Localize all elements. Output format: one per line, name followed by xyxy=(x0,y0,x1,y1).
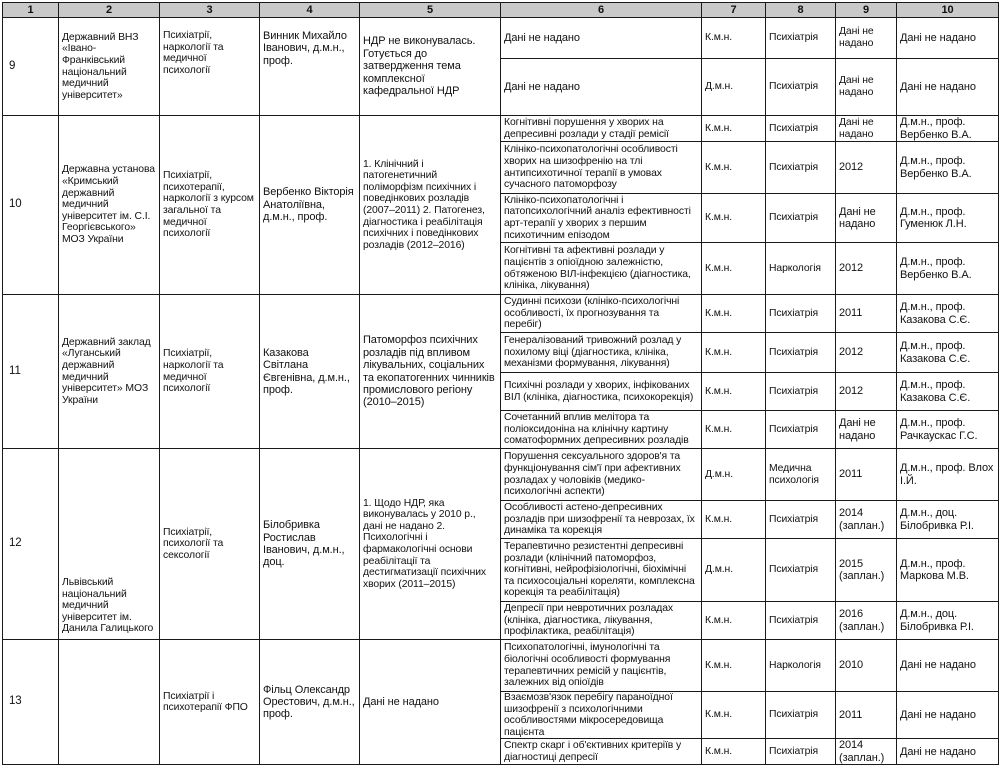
topic-cell: Дані не надано xyxy=(501,18,702,59)
topic-cell: Взаємозв'язок перебігу параноїдної шизофренії з психологічними особливостями мікросередовища пацієнта xyxy=(501,692,702,739)
topic-cell: Когнітивні та афективні розлади у пацієнтів з опіоїдною залежністю, обтяженою ВІЛ-інфекцією (діагностика, клініка, лікування) xyxy=(501,243,702,295)
group-number: 12 xyxy=(3,449,59,640)
topic-cell: Сочетанний вплив меліторa та поліоксидоніна на клінічну картину соматоформних депресивних розладів xyxy=(501,411,702,449)
table-row xyxy=(3,116,999,142)
department-cell: Психіатрії, психології та сексології xyxy=(160,449,260,640)
institution-cell: Державна установа «Кримський державний медичний університет ім. С.І. Георгієвського» МОЗ України xyxy=(59,116,160,295)
table-row xyxy=(3,449,999,501)
specialty-cell: Психіатрія xyxy=(766,501,836,539)
degree-cell: К.м.н. xyxy=(702,18,766,59)
specialty-cell: Психіатрія xyxy=(766,142,836,194)
head-cell: Казакова Світлана Євгенівна, д.м.н., проф. xyxy=(260,295,360,449)
degree-cell: К.м.н. xyxy=(702,739,766,765)
head-cell: Білобривка Ростислав Іванович, д.м.н., доц. xyxy=(260,449,360,640)
head-cell: Винник Михайло Іванович, д.м.н., проф. xyxy=(260,18,360,116)
research-cell: Патоморфоз психічних розладів під впливом лікувальних, соціальних та екопатогенних чинників промислового регіону (2010–2015) xyxy=(360,295,501,449)
degree-cell: К.м.н. xyxy=(702,116,766,142)
research-cell: НДР не виконувалась. Готується до затвердження тема комплексної кафедральної НДР xyxy=(360,18,501,116)
topic-cell: Терапевтично резистентні депресивні розлади (клінічний патоморфоз, когнітивні, нейрофізіологічні, біохімічні та психосоціальні кореляти, комплексна корекція та реабілітація) xyxy=(501,539,702,602)
specialty-cell: Психіатрія xyxy=(766,18,836,59)
specialty-cell: Психіатрія xyxy=(766,59,836,116)
year-cell: 2016 (заплан.) xyxy=(836,602,897,640)
institution-cell: Державний ВНЗ «Івано-Франківський національний медичний університет» xyxy=(59,18,160,116)
supervisor-cell: Дані не надано xyxy=(897,692,999,739)
year-cell: 2011 xyxy=(836,692,897,739)
specialty-cell: Наркологія xyxy=(766,243,836,295)
column-header: 8 xyxy=(766,3,836,18)
specialty-cell: Наркологія xyxy=(766,640,836,692)
specialty-cell: Психіатрія xyxy=(766,194,836,243)
institution-cell: Львівський національний медичний університет ім. Данила Галицького xyxy=(59,449,160,640)
group-number: 10 xyxy=(3,116,59,295)
degree-cell: К.м.н. xyxy=(702,501,766,539)
degree-cell: К.м.н. xyxy=(702,411,766,449)
research-cell: 1. Клінічний і патогенетичний поліморфізм психічних і поведінкових розладів (2007–2011) 2. Патогенез, діагностика і реабілітація психічних і поведінкових розладів (2012–2016) xyxy=(360,116,501,295)
topic-cell: Депресії при невротичних розладах (клініка, діагностика, лікування, профілактика, реабілітація) xyxy=(501,602,702,640)
degree-cell: Д.м.н. xyxy=(702,59,766,116)
topic-cell: Генералізований тривожний розлад у похилому віці (діагностика, клініка, механізми формування, лікування) xyxy=(501,333,702,373)
column-header: 5 xyxy=(360,3,501,18)
head-cell: Фільц Олександр Орестович, д.м.н., проф. xyxy=(260,640,360,765)
department-cell: Психіатрії, наркології та медичної психології xyxy=(160,18,260,116)
topic-cell: Судинні психози (клініко-психологічні особливості, їх прогнозування та перебіг) xyxy=(501,295,702,333)
specialty-cell: Психіатрія xyxy=(766,739,836,765)
specialty-cell: Психіатрія xyxy=(766,539,836,602)
supervisor-cell: Дані не надано xyxy=(897,18,999,59)
year-cell: Дані не надано xyxy=(836,116,897,142)
department-cell: Психіатрії, наркології та медичної психології xyxy=(160,295,260,449)
topic-cell: Когнітивні порушення у хворих на депресивні розлади у стадії ремісії xyxy=(501,116,702,142)
year-cell: 2012 xyxy=(836,142,897,194)
column-header: 1 xyxy=(3,3,59,18)
column-header: 3 xyxy=(160,3,260,18)
degree-cell: К.м.н. xyxy=(702,295,766,333)
supervisor-cell: Д.м.н., проф. Казакова С.Є. xyxy=(897,295,999,333)
year-cell: Дані не надано xyxy=(836,411,897,449)
table-row xyxy=(3,295,999,333)
year-cell: 2014 (заплан.) xyxy=(836,501,897,539)
specialty-cell: Психіатрія xyxy=(766,411,836,449)
topic-cell: Спектр скарг і об'єктивних критеріїв у діагностиці депресії xyxy=(501,739,702,765)
topic-cell: Дані не надано xyxy=(501,59,702,116)
supervisor-cell: Д.м.н., проф. Влох І.Й. xyxy=(897,449,999,501)
supervisor-cell: Дані не надано xyxy=(897,59,999,116)
specialty-cell: Медична психологія xyxy=(766,449,836,501)
degree-cell: Д.м.н. xyxy=(702,449,766,501)
department-cell: Психіатрії, психотерапії, наркології з курсом загальної та медичної психології xyxy=(160,116,260,295)
institution-cell: Державний заклад «Луганський державний медичний університет» МОЗ України xyxy=(59,295,160,449)
supervisor-cell: Д.м.н., проф. Вербенко В.А. xyxy=(897,142,999,194)
supervisor-cell: Дані не надано xyxy=(897,739,999,765)
degree-cell: К.м.н. xyxy=(702,243,766,295)
year-cell: Дані не надано xyxy=(836,194,897,243)
research-table xyxy=(2,2,999,765)
table-row xyxy=(3,18,999,59)
degree-cell: К.м.н. xyxy=(702,692,766,739)
topic-cell: Особливості астено-депресивних розладів при шизофренії та неврозах, їх динаміка та корекція xyxy=(501,501,702,539)
degree-cell: Д.м.н. xyxy=(702,539,766,602)
specialty-cell: Психіатрія xyxy=(766,373,836,411)
supervisor-cell: Д.м.н., доц. Білобривка Р.І. xyxy=(897,602,999,640)
topic-cell: Психопатологічні, імунологічні та біологічні особливості формування терапевтичних ремісій у пацієнтів, залежних від опіоїдів xyxy=(501,640,702,692)
degree-cell: К.м.н. xyxy=(702,373,766,411)
supervisor-cell: Д.м.н., проф. Вербенко В.А. xyxy=(897,243,999,295)
specialty-cell: Психіатрія xyxy=(766,295,836,333)
column-header: 7 xyxy=(702,3,766,18)
specialty-cell: Психіатрія xyxy=(766,692,836,739)
column-header: 6 xyxy=(501,3,702,18)
topic-cell: Клініко-психопатологічні особливості хворих на шизофренію на тлі антипсихотичної терапії в умовах сучасного патоморфозу xyxy=(501,142,702,194)
head-cell: Вербенко Вікторія Анатоліївна, д.м.н., проф. xyxy=(260,116,360,295)
column-header: 2 xyxy=(59,3,160,18)
supervisor-cell: Д.м.н., проф. Казакова С.Є. xyxy=(897,333,999,373)
degree-cell: К.м.н. xyxy=(702,602,766,640)
group-number: 13 xyxy=(3,640,59,765)
year-cell: Дані не надано xyxy=(836,59,897,116)
year-cell: 2010 xyxy=(836,640,897,692)
column-header: 9 xyxy=(836,3,897,18)
group-number: 9 xyxy=(3,18,59,116)
year-cell: 2011 xyxy=(836,449,897,501)
supervisor-cell: Д.м.н., проф. Гуменюк Л.Н. xyxy=(897,194,999,243)
topic-cell: Порушення сексуального здоров'я та функціонування сім'ї при афективних розладах у чоловіків (медико-психологічні аспекти) xyxy=(501,449,702,501)
supervisor-cell: Дані не надано xyxy=(897,640,999,692)
column-header: 10 xyxy=(897,3,999,18)
supervisor-cell: Д.м.н., проф. Рачкаускас Г.С. xyxy=(897,411,999,449)
department-cell: Психіатрії і психотерапії ФПО xyxy=(160,640,260,765)
year-cell: 2012 xyxy=(836,243,897,295)
specialty-cell: Психіатрія xyxy=(766,602,836,640)
supervisor-cell: Д.м.н., проф. Маркова М.В. xyxy=(897,539,999,602)
year-cell: 2011 xyxy=(836,295,897,333)
year-cell: 2012 xyxy=(836,373,897,411)
header-row xyxy=(3,3,999,18)
degree-cell: К.м.н. xyxy=(702,142,766,194)
supervisor-cell: Д.м.н., проф. Вербенко В.А. xyxy=(897,116,999,142)
year-cell: 2014 (заплан.) xyxy=(836,739,897,765)
topic-cell: Клініко-психопатологічні і патопсихологічний аналіз ефективності арт-терапії у хворих з першим психотичним епізодом xyxy=(501,194,702,243)
topic-cell: Психічні розлади у хворих, інфікованих ВІЛ (клініка, діагностика, психокорекція) xyxy=(501,373,702,411)
group-number: 11 xyxy=(3,295,59,449)
table-row xyxy=(3,640,999,692)
supervisor-cell: Д.м.н., проф. Казакова С.Є. xyxy=(897,373,999,411)
degree-cell: К.м.н. xyxy=(702,194,766,243)
institution-cell xyxy=(59,640,160,765)
degree-cell: К.м.н. xyxy=(702,333,766,373)
year-cell: 2015 (заплан.) xyxy=(836,539,897,602)
degree-cell: К.м.н. xyxy=(702,640,766,692)
column-header: 4 xyxy=(260,3,360,18)
supervisor-cell: Д.м.н., доц. Білобривка Р.І. xyxy=(897,501,999,539)
specialty-cell: Психіатрія xyxy=(766,333,836,373)
year-cell: Дані не надано xyxy=(836,18,897,59)
specialty-cell: Психіатрія xyxy=(766,116,836,142)
research-cell: Дані не надано xyxy=(360,640,501,765)
year-cell: 2012 xyxy=(836,333,897,373)
research-cell: 1. Щодо НДР, яка виконувалась у 2010 р., дані не надано 2. Психологічні і фармакологічні основи реабілітації та дестигматизації психічних хворих (2011–2015) xyxy=(360,449,501,640)
